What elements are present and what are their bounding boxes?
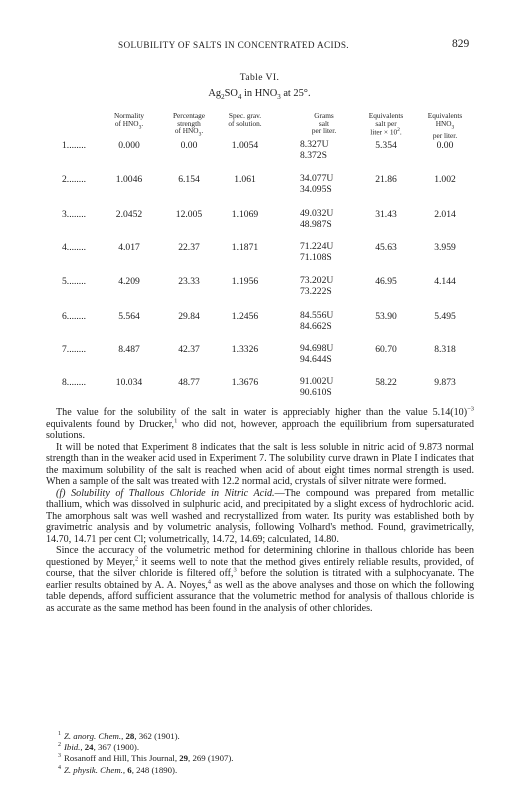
section-heading: (f) Solubility of Thallous Chloride in Nitric Acid. — [56, 487, 275, 499]
normality-value: 10.034 — [115, 377, 143, 388]
table-row — [0, 242, 519, 266]
spec-grav-value: 1.0054 — [231, 140, 259, 151]
paragraph-thallous-chloride: (f) Solubility of Thallous Chloride in Nitric Acid.—The compound was prepared from metallic thallium, which was dissolved in sulphuric acid, and precipitated by a slight excess of hydrochloric acid. The amorphous salt was well washed and recrystallized from water. Its purity was established both by gravimetric analysis and by volumetric analysis, following Volhard's method. Found, gravimetrically, 14.70, 14.71 per cent Cl; volumetrically, 14.72, 14.69; calculated, 14.80. — [46, 487, 474, 545]
experiment-number: 4........ — [62, 242, 86, 253]
table-row — [0, 174, 519, 198]
percentage-value: 12.005 — [175, 209, 203, 220]
equivalents-hno3-value: 5.495 — [434, 311, 456, 322]
paragraph-drucker-comparison: The value for the solubility of the salt in water is appreciably higher than the value $5.14(10)^{-3}$ equivalents found by Drucker,$^1$ who did not, however, approach the equilibrium from supersaturated solutions. — [46, 405, 474, 441]
equivalents-salt-value: 53.90 — [375, 311, 397, 322]
experiment-number: 7........ — [62, 344, 86, 355]
normality-value: 2.0452 — [115, 209, 143, 220]
spec-grav-value: 1.2456 — [231, 311, 259, 322]
grams-salt-values: 34.077U 34.095S — [300, 173, 334, 195]
percentage-value: 42.37 — [178, 344, 200, 355]
normality-value: 1.0046 — [115, 174, 143, 185]
grams-salt-values: 84.556U 84.662S — [300, 310, 334, 332]
equivalents-salt-value: 5.354 — [375, 140, 397, 151]
equivalents-salt-value: 60.70 — [375, 344, 397, 355]
percentage-value: 6.154 — [178, 174, 200, 185]
table-row — [0, 344, 519, 368]
grams-salt-values: 49.032U 48.987S — [300, 208, 334, 230]
column-header-percentage: Percentage strength of $HNO_3$. — [172, 111, 206, 138]
normality-value: 4.017 — [118, 242, 140, 253]
spec-grav-value: 1.3676 — [231, 377, 259, 388]
equivalents-salt-value: 46.95 — [375, 276, 397, 287]
body-text — [46, 407, 474, 614]
paragraph-volumetric-method: Since the accuracy of the volumetric method for determining chlorine in thallous chloride has been questioned by Meyer,$^2$ it seems well to note that the method gives entirely reliable results, provided, of course, that the silver chloride is filtered off,$^3$ before the solution is titrated with a sulphocyanate. The earlier results obtained by A. A. Noyes,$^4$ as well as the above analyses and those on which the following table depends, afford sufficient assurance that the volumetric method for analysis of thallous chloride is as accurate as the same method has been found in the analysis of other chlorides. — [46, 545, 474, 614]
grams-salt-values: 91.002U 90.610S — [300, 376, 334, 398]
table-subtitle: $Ag_2SO_4$ in $HNO_3$ at 25°. — [208, 88, 311, 102]
percentage-value: 0.00 — [180, 140, 198, 151]
footnote: $^4$ Z. physik. Chem., 6, 248 (1890). — [58, 764, 178, 775]
footnotes — [58, 731, 468, 776]
experiment-number: 6........ — [62, 311, 86, 322]
spec-grav-value: 1.1956 — [231, 276, 259, 287]
spec-grav-value: 1.3326 — [231, 344, 259, 355]
equivalents-hno3-value: 9.873 — [434, 377, 456, 388]
column-header-equivalents-salt: Equivalents salt per liter × $10^2$. — [368, 111, 404, 137]
footnote-ref: 3 — [233, 566, 237, 574]
percentage-value: 22.37 — [178, 242, 200, 253]
column-header-normality: Normality of $HNO_3$. — [114, 111, 144, 131]
percentage-value: 48.77 — [178, 377, 200, 388]
normality-value: 5.564 — [118, 311, 140, 322]
spec-grav-value: 1.1069 — [231, 209, 259, 220]
experiment-number: 3........ — [62, 209, 86, 220]
normality-value: 8.487 — [118, 344, 140, 355]
table-row — [0, 140, 519, 164]
equivalents-hno3-value: 1.002 — [434, 174, 456, 185]
equivalents-salt-value: 31.43 — [375, 209, 397, 220]
spec-grav-value: 1.1871 — [231, 242, 259, 253]
normality-value: 4.209 — [118, 276, 140, 287]
grams-salt-values: 8.327U 8.372S — [300, 139, 329, 161]
equivalents-salt-value: 21.86 — [375, 174, 397, 185]
table-row — [0, 209, 519, 233]
footnote: $^2$ Ibid., 24, 367 (1900). — [58, 742, 140, 753]
equivalents-hno3-value: 2.014 — [434, 209, 456, 220]
equivalents-hno3-value: 0.00 — [436, 140, 454, 151]
footnote-ref: 4 — [207, 578, 212, 586]
column-header-grams-salt: Grams salt per liter. — [311, 111, 337, 136]
grams-salt-values: 73.202U 73.222S — [300, 275, 334, 297]
running-title: SOLUBILITY OF SALTS IN CONCENTRATED ACIDS. — [118, 40, 349, 50]
page-number: 829 — [452, 38, 470, 50]
grams-salt-values: 94.698U 94.644S — [300, 343, 334, 365]
footnote: $^1$ Z. anorg. Chem., 28, 362 (1901). — [58, 731, 180, 741]
column-header-spec-grav: Spec. grav. of solution. — [228, 111, 262, 128]
experiment-number: 2........ — [62, 174, 86, 185]
spec-grav-value: 1.061 — [234, 174, 256, 185]
footnote-ref: 1 — [174, 417, 178, 425]
experiment-number: 1........ — [62, 140, 86, 151]
percentage-value: 23.33 — [178, 276, 200, 287]
footnote-ref: 2 — [135, 555, 139, 563]
table-row — [0, 276, 519, 300]
running-header — [0, 40, 519, 54]
table-title: Table VI. — [239, 72, 280, 83]
percentage-value: 29.84 — [178, 311, 200, 322]
footnote: $^3$ Rosanoff and Hill, This Journal, 29, 269 (1907). — [58, 753, 234, 764]
experiment-number: 8........ — [62, 377, 86, 388]
experiment-number: 5........ — [62, 276, 86, 287]
table-row — [0, 377, 519, 401]
paragraph-experiment-8: It will be noted that Experiment 8 indicates that the salt is less soluble in nitric acid of 9.873 normal strength than in the weaker acid used in Experiment 7. The solubility curve drawn in Plate I indicates that the maximum solubility of the salt is reached when acid of about eight times normal strength is used. When a sample of the salt was treated with 12.2 normal acid, crystals of silver nitrate were formed. — [46, 441, 474, 487]
table-row — [0, 311, 519, 335]
equivalents-salt-value: 58.22 — [375, 377, 397, 388]
column-header-equivalents-hno3: Equivalents $HNO_3$ per liter. — [427, 111, 463, 140]
grams-salt-values: 71.224U 71.108S — [300, 241, 334, 263]
equivalents-hno3-value: 8.318 — [434, 344, 456, 355]
equivalents-hno3-value: 3.959 — [434, 242, 456, 253]
equivalents-hno3-value: 4.144 — [434, 276, 456, 287]
normality-value: 0.000 — [118, 140, 140, 151]
equivalents-salt-value: 45.63 — [375, 242, 397, 253]
